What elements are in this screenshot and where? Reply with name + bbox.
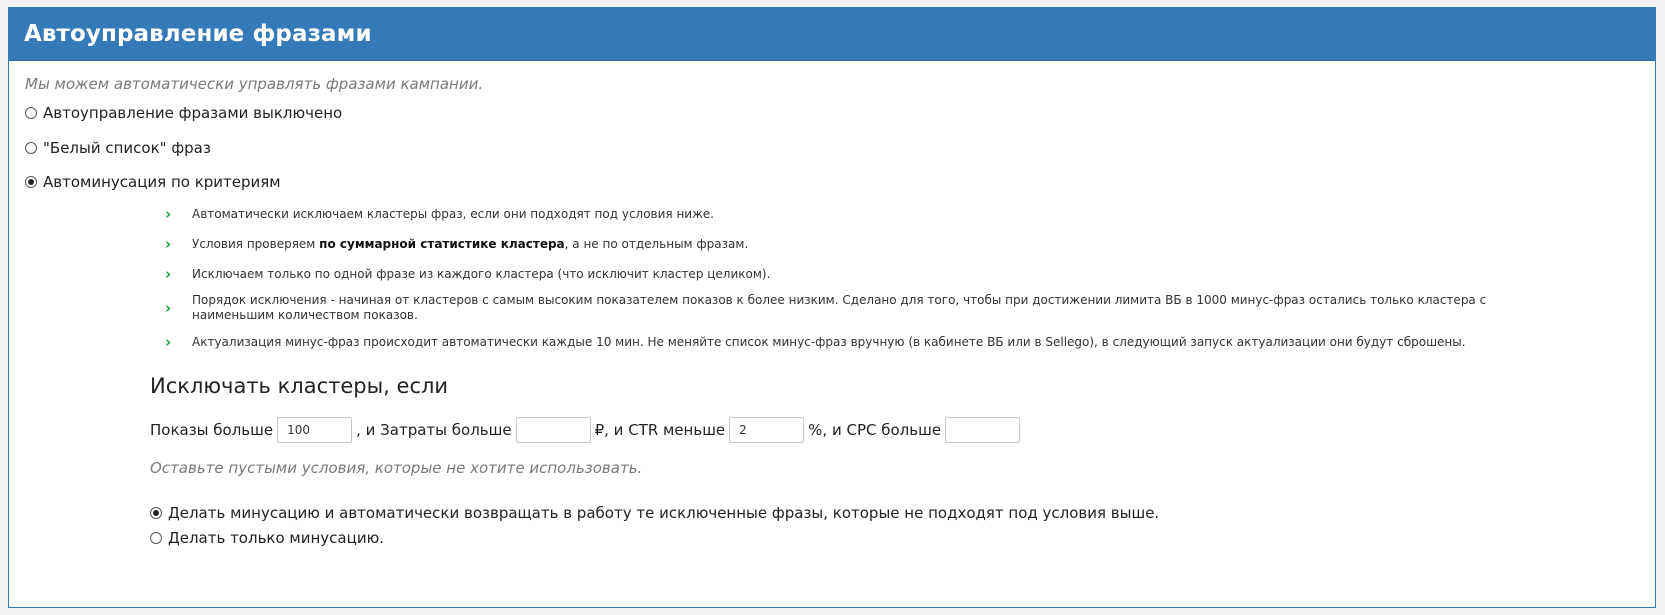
radio-minus-only[interactable] <box>150 529 384 547</box>
radio-mode-whitelist-label: "Белый список" фраз <box>43 139 211 157</box>
intro-text: Мы можем автоматически управлять фразами кампании. <box>25 75 484 93</box>
chevron-right-icon: › <box>165 235 172 253</box>
cpc-label: %, и CPC больше <box>808 421 942 439</box>
rule-item <box>165 237 1565 252</box>
rule-item <box>165 207 1565 222</box>
radio-mode-off[interactable] <box>25 104 342 122</box>
panel-header <box>9 8 1655 61</box>
radio-mode-whitelist[interactable] <box>25 139 211 157</box>
rule-text: Исключаем только по одной фразе из каждого кластера (что исключит кластер целиком). <box>192 267 771 281</box>
impressions-label: Показы больше <box>150 421 274 439</box>
radio-mode-auto-minus-circle[interactable] <box>25 176 37 188</box>
autocontrol-panel <box>8 7 1656 608</box>
radio-minus-only-circle[interactable] <box>150 532 162 544</box>
conditions-hint: Оставьте пустыми условия, которые не хотите использовать. <box>150 459 643 477</box>
radio-mode-off-circle[interactable] <box>25 107 37 119</box>
rule-item <box>165 267 1565 282</box>
radio-minus-and-return-circle[interactable] <box>150 507 162 519</box>
rule-text: Автоматически исключаем кластеры фраз, если они подходят под условия ниже. <box>192 207 715 221</box>
radio-minus-only-label: Делать только минусацию. <box>168 529 384 547</box>
impressions-input[interactable] <box>277 417 352 443</box>
ctr-input[interactable] <box>729 417 804 443</box>
panel-title: Автоуправление фразами <box>24 21 372 47</box>
chevron-right-icon: › <box>165 333 172 351</box>
conditions-row <box>150 417 1024 443</box>
rule-text: Порядок исключения - начиная от кластеров с самым высоким показателем показов к более низким. Сделано для того, чтобы при достижении лимита ВБ в 1000 минус-фраз остались только кластера с наименьшим количеством показов. <box>192 293 1487 322</box>
radio-mode-whitelist-circle[interactable] <box>25 142 37 154</box>
cpc-input[interactable] <box>945 417 1020 443</box>
cost-input[interactable] <box>516 417 591 443</box>
radio-mode-auto-minus[interactable] <box>25 173 281 191</box>
rule-item <box>165 335 1565 350</box>
rule-item <box>165 293 1565 323</box>
chevron-right-icon: › <box>165 205 172 223</box>
rule-bold: по суммарной статистике кластера <box>319 237 565 251</box>
radio-minus-and-return[interactable] <box>150 504 1159 522</box>
radio-minus-and-return-label: Делать минусацию и автоматически возвращать в работу те исключенные фразы, которые не подходят под условия выше. <box>168 504 1160 522</box>
ctr-label: ₽, и CTR меньше <box>594 421 726 439</box>
chevron-right-icon: › <box>165 265 172 283</box>
cost-label: , и Затраты больше <box>356 421 512 439</box>
conditions-title: Исключать кластеры, если <box>150 374 449 398</box>
radio-mode-off-label: Автоуправление фразами выключено <box>43 104 343 122</box>
chevron-right-icon: › <box>165 298 172 317</box>
radio-mode-auto-minus-label: Автоминусация по критериям <box>43 173 281 191</box>
rule-text: Условия проверяем по суммарной статистике кластера, а не по отдельным фразам. <box>192 237 749 251</box>
rule-text: Актуализация минус-фраз происходит автоматически каждые 10 мин. Не меняйте список минус-фраз вручную (в кабинете ВБ или в Sellego), в следующий запуск актуализации они будут сброшены. <box>192 335 1466 349</box>
